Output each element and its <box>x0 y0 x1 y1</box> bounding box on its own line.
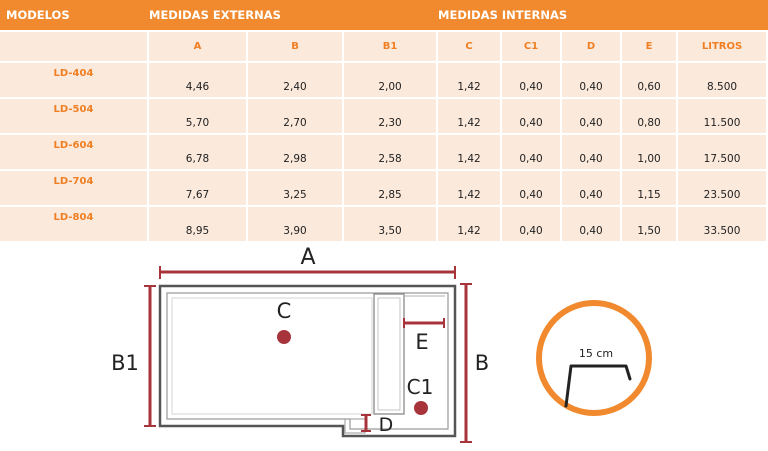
depth-c-marker <box>277 330 291 344</box>
table-cell: 8,95 <box>149 205 248 241</box>
table-cell: 0,40 <box>562 133 622 169</box>
table-cell: 0,40 <box>562 97 622 133</box>
table-cell: 1,42 <box>438 169 502 205</box>
table-cell: 2,85 <box>344 169 438 205</box>
table-cell: 1,42 <box>438 133 502 169</box>
model-cell: LD-804 <box>0 205 149 241</box>
table-cell: 17.500 <box>678 133 768 169</box>
table-cell: 0,40 <box>562 61 622 97</box>
model-cell: LD-404 <box>0 61 149 97</box>
label-d: D <box>378 414 394 436</box>
pool-floor-line <box>172 298 372 414</box>
table-cell: 4,46 <box>149 61 248 97</box>
model-cell: LD-504 <box>0 97 149 133</box>
table-cell: 1,00 <box>622 133 678 169</box>
column-header: E <box>622 30 678 61</box>
column-header: C <box>438 30 502 61</box>
label-c: C <box>276 299 292 323</box>
table-cell: 5,70 <box>149 97 248 133</box>
label-b1: B1 <box>111 351 139 375</box>
depth-c <box>277 299 292 344</box>
table-cell: 0,80 <box>622 97 678 133</box>
header-external-measures: MEDIDAS EXTERNAS <box>149 0 438 30</box>
label-b: B <box>474 351 490 375</box>
depth-c1-marker <box>414 401 428 415</box>
pool-diagram-svg <box>0 236 768 447</box>
table-cell: 2,30 <box>344 97 438 133</box>
table-cell: 6,78 <box>149 133 248 169</box>
table-cell: 1,42 <box>438 61 502 97</box>
table-cell: 0,40 <box>502 205 562 241</box>
column-header: LITROS <box>678 30 768 61</box>
pool-inner-wall <box>167 293 448 429</box>
table-cell: 0,60 <box>622 61 678 97</box>
dimension-b <box>460 284 489 442</box>
label-a: A <box>300 245 316 270</box>
table-cell: 23.500 <box>678 169 768 205</box>
header-internal-measures: MEDIDAS INTERNAS <box>438 0 768 30</box>
table-cell: 7,67 <box>149 169 248 205</box>
table-row <box>0 61 768 97</box>
column-header: B1 <box>344 30 438 61</box>
column-header: A <box>149 30 248 61</box>
pool-diagram <box>0 236 768 447</box>
table-cell: 1,15 <box>622 169 678 205</box>
table-cell: 33.500 <box>678 205 768 241</box>
table-cell: 11.500 <box>678 97 768 133</box>
table-cell: 8.500 <box>678 61 768 97</box>
header-models: MODELOS <box>0 0 149 30</box>
table-cell: 2,70 <box>248 97 344 133</box>
pool-step-inner <box>378 298 400 410</box>
table-cell: 0,40 <box>502 169 562 205</box>
table-cell: 1,42 <box>438 205 502 241</box>
table-cell: 2,58 <box>344 133 438 169</box>
table-cell: 0,40 <box>562 169 622 205</box>
table-cell: 0,40 <box>502 133 562 169</box>
table-row <box>0 97 768 133</box>
column-header: B <box>248 30 344 61</box>
edge-profile <box>539 303 649 413</box>
dimension-d <box>361 414 393 436</box>
dimension-e <box>404 318 444 354</box>
label-c1: C1 <box>406 375 434 399</box>
model-cell: LD-704 <box>0 169 149 205</box>
table-cell: 3,50 <box>344 205 438 241</box>
table-cell: 2,98 <box>248 133 344 169</box>
column-header: D <box>562 30 622 61</box>
table-cell: 1,50 <box>622 205 678 241</box>
pool-outline <box>160 286 455 436</box>
subheader-empty <box>0 30 149 61</box>
dimension-b1 <box>111 286 156 426</box>
table-cell: 0,40 <box>502 97 562 133</box>
table-cell: 2,40 <box>248 61 344 97</box>
model-cell: LD-604 <box>0 133 149 169</box>
dimension-a <box>160 245 455 279</box>
table-cell: 0,40 <box>502 61 562 97</box>
depth-c1 <box>407 375 434 415</box>
label-e: E <box>415 330 429 354</box>
table-cell: 3,90 <box>248 205 344 241</box>
table-cell: 0,40 <box>562 205 622 241</box>
table-cell: 2,00 <box>344 61 438 97</box>
table-cell: 3,25 <box>248 169 344 205</box>
table-row <box>0 133 768 169</box>
column-header: C1 <box>502 30 562 61</box>
table-cell: 1,42 <box>438 97 502 133</box>
edge-label: 15 cm <box>578 347 614 360</box>
table-row <box>0 169 768 205</box>
